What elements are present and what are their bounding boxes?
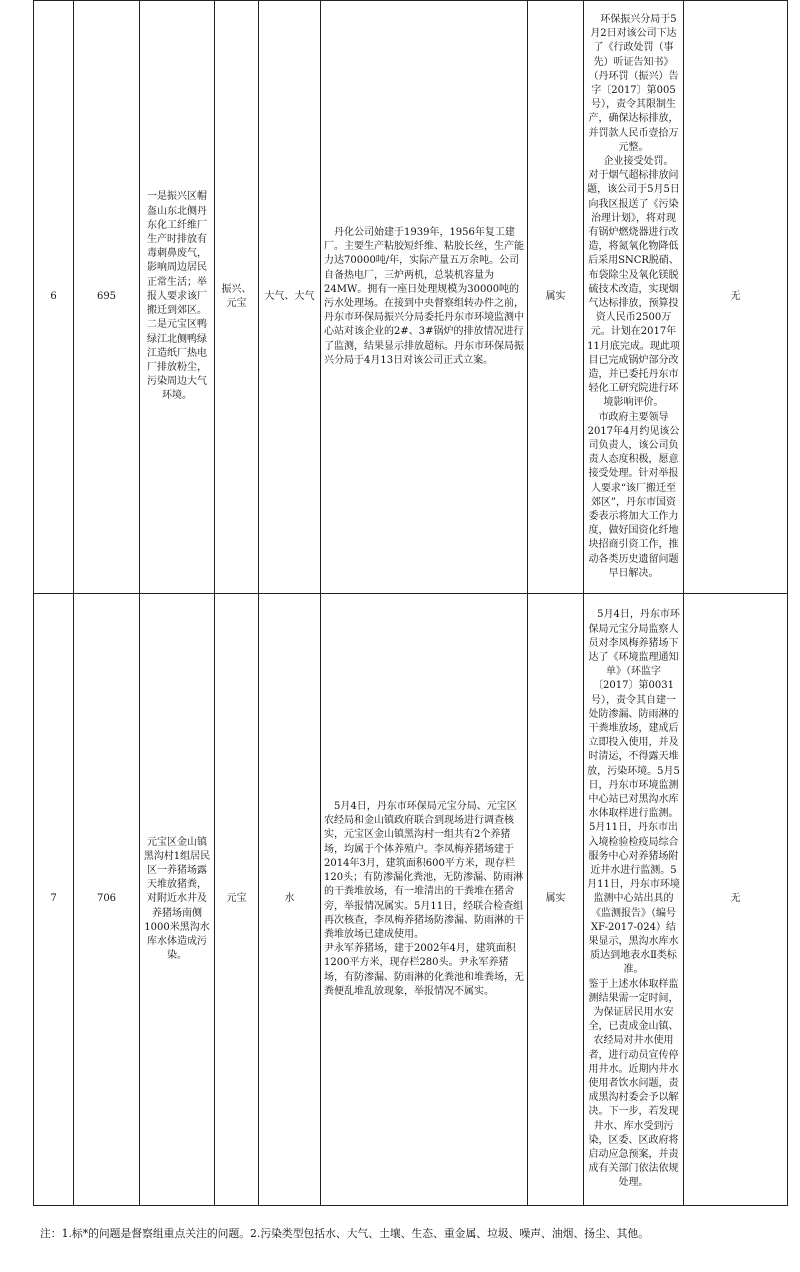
complaint-description: 一是振兴区帽盔山东北侧丹东化工纤维厂生产时排放有毒刺鼻废气，影响周边居民正常生活；举报人要求该厂搬迁到郊区。二是元宝区鸭绿江北侧鸭绿江造纸厂热电厂排放粉尘，污染周边大气环境。 [140,1,215,594]
verdict: 属实 [528,594,584,1206]
district: 振兴、元宝 [215,1,259,594]
accountability: 无 [684,594,788,1206]
result-paragraph: 市政府主要领导2017年4月约见该公司负责人，该公司负责人态度积极，愿意接受处理。针对举报人要求“该厂搬迁至郊区”，丹东市国资委表示将加大工作力度，做好国资化纤地块招商引资工作，推动各类历史遗留问题早日解决。 [587,411,680,579]
investigation-text [321,1,528,594]
complaint-id: 695 [74,1,140,594]
table-row [34,1,788,594]
verdict: 属实 [528,1,584,594]
investigation-text [321,594,528,1206]
handling-result [584,1,684,594]
complaint-description: 元宝区金山镇黑沟村1组居民区一养猪场露天堆放猪粪，对附近水井及养猪场南侧1000米黑沟水库水体造成污染。 [140,594,215,1206]
handling-result [584,594,684,1206]
pollution-type: 水 [259,594,321,1206]
row-number: 6 [34,1,74,594]
row-number: 7 [34,594,74,1206]
footnote: 注：1.标*的问题是督察组重点关注的问题。2.污染类型包括水、大气、土壤、生态、重金属、垃圾、噪声、油烟、扬尘、其他。 [40,1227,650,1240]
result-paragraph: 企业接受处罚。 [603,155,674,167]
investigation-paragraph: 尹永军养猪场，建于2002年4月，建筑面积1200平方米，现存栏280头。尹永军养猪场，有防渗漏、防雨淋的化粪池和堆粪场，无粪便乱堆乱放现象，举报情况不属实。 [324,943,524,997]
investigation-paragraph: 丹化公司始建于1939年，1956年复工建厂。主要生产粘胶短纤维、粘胶长丝，生产能力达70000吨/年，实际产量五万余吨。公司自备热电厂，三炉两机，总装机容量为24MW。拥有一座日处理规模为30000吨的污水处理场。在接到中央督察组转办件之前，丹东市环保局振兴分局委托丹东市环境监测中心站对该企业的2#、3#锅炉的排放情况进行了监测，结果显示排放超标。丹东市环保局振兴分局于4月13日对该公司正式立案。 [324,226,524,366]
investigation-paragraph: 5月4日，丹东市环保局元宝分局、元宝区农经局和金山镇政府联合到现场进行调查核实，元宝区金山镇黑沟村一组共有2个养猪场，均属于个体养殖户。李凤梅养猪场建于2014年3月，建筑面积600平方米，现存栏120头；有防渗漏化粪池，无防渗漏、防雨淋的干粪堆放场，有一堆清出的干粪堆在猪舍旁，举报情况属实。5月11日，经联合检查组再次核查，李凤梅养猪场防渗漏、防雨淋的干粪堆放场已建成使用。 [324,801,524,940]
table-row [34,594,788,1206]
result-paragraph: 对于烟气超标排放问题，该公司于5月5日向我区报送了《污染治理计划》，将对现有锅炉燃烧器进行改造，将氮氧化物降低后采用SNCR脱硝、布袋除尘及氧化镁脱硫技术改造，实现烟气达标排放，预算投资人民币2500万元。计划在2017年11月底完成。现此项目已完成锅炉部分改造，并已委托丹东市轻化工研究院进行环境影响评价。 [587,170,680,409]
result-paragraph: 环保振兴分局于5月2日对该公司下达了《行政处罚（事先）听证告知书》（丹环罚（振兴）告字〔2017〕第005号），责令其限制生产，确保达标排放，并罚款人民币壹拾万元整。 [588,13,679,153]
district: 元宝 [215,594,259,1206]
complaint-table [33,0,788,1206]
complaint-id: 706 [74,594,140,1206]
result-paragraph: 5月4日，丹东市环保局元宝分局监察人员对李凤梅养猪场下达了《环境监理通知单》（环监字〔2017〕第0031号），责令其自建一处防渗漏、防雨淋的干粪堆放场，建成后立即投入使用，并及时清运，不得露天堆放，污染环境。5月5日，丹东市环境监测中心站已对黑沟水库水体取样进行监测。5月11日，丹东市出入境检验检疫局综合服务中心对养猪场附近井水进行监测。5月11日，丹东市环境监测中心站出具的《监测报告》（编号XF-2017-024）结果显示，黑沟水库水质达到地表水Ⅱ类标准。 [587,609,680,976]
result-paragraph: 鉴于上述水体取样监测结果需一定时间，为保证居民用水安全，已责成金山镇、农经局对井水使用者，进行动员宣传停用井水。近期内井水使用者饮水问题，责成黑沟村委会予以解决。下一步，若发现井水、库水受到污染，区委、区政府将启动应急预案，并责成有关部门依法依规处理。 [588,978,679,1189]
accountability: 无 [684,1,788,594]
pollution-type: 大气、大气 [259,1,321,594]
